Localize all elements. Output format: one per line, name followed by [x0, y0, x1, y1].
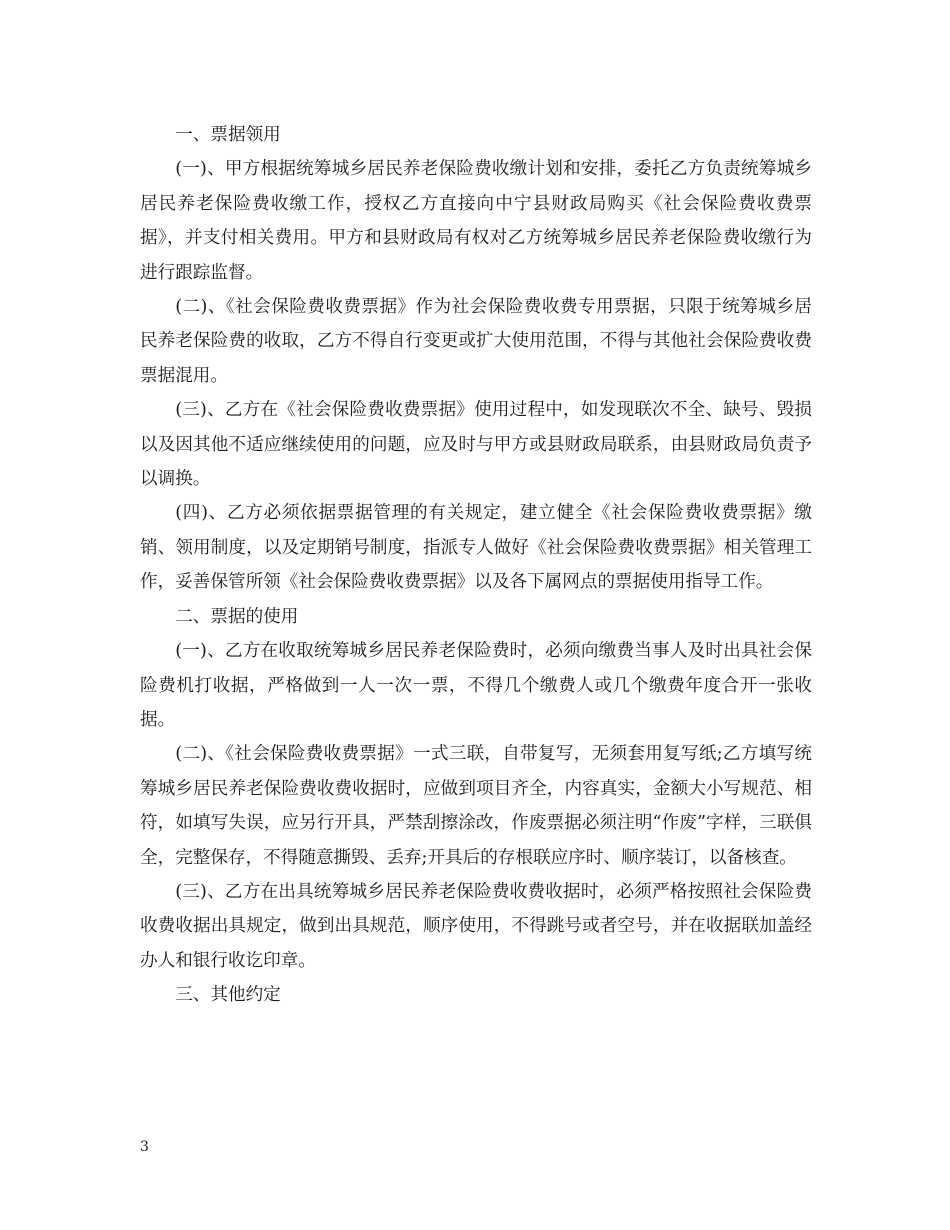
- section-heading-1: 一、票据领用: [175, 125, 281, 145]
- paragraph-2-1: (一)、乙方在收取统筹城乡居民养老保险费时，必须向缴费当事人及时出具社会保险费机打收据，严格做到一人一次一票，不得几个缴费人或几个缴费年度合开一张收据。: [140, 641, 812, 730]
- section-heading-3: 三、其他约定: [175, 985, 281, 1006]
- paragraph-2-2: (二)、《社会保险费收费票据》一式三联，自带复写，无须套用复写纸;乙方填写统筹城乡居民养老保险费收费收据时，应做到项目齐全，内容真实，金额大小写规范、相符，如填写失误，应另行开具，严禁刮擦涂改，作废票据必须注明“作废”字样，三联俱全，完整保存，不得随意撕毁、丢弃;开具后的存根联应序时、顺序装订，以备核查。: [140, 744, 812, 868]
- paragraph-1-4: (四)、乙方必须依据票据管理的有关规定，建立健全《社会保险费收费票据》缴销、领用制度，以及定期销号制度，指派专人做好《社会保险费收费票据》相关管理工作，妥善保管所领《社会保险费收费票据》以及各下属网点的票据使用指导工作。: [140, 503, 812, 593]
- paragraph-2-3: (三)、乙方在出具统筹城乡居民养老保险费收费收据时，必须严格按照社会保险费收费收据出具规定，做到出具规范，顺序使用，不得跳号或者空号，并在收据联加盖经办人和银行收讫印章。: [140, 881, 812, 971]
- document-body: [140, 118, 812, 1013]
- paragraph-1-3: (三)、乙方在《社会保险费收费票据》使用过程中，如发现联次不全、缺号、毁损以及因其他不适应继续使用的问题，应及时与甲方或县财政局联系，由县财政局负责予以调换。: [140, 400, 812, 490]
- section-heading-2: 二、票据的使用: [175, 606, 299, 627]
- paragraph-1-1: (一)、甲方根据统筹城乡居民养老保险费收缴计划和安排，委托乙方负责统筹城乡居民养老保险费收缴工作，授权乙方直接向中宁县财政局购买《社会保险费收费票据》，并支付相关费用。甲方和县财政局有权对乙方统筹城乡居民养老保险费收缴行为进行跟踪监督。: [140, 159, 812, 283]
- paragraph-1-2: (二)、《社会保险费收费票据》作为社会保险费收费专用票据，只限于统筹城乡居民养老保险费的收取，乙方不得自行变更或扩大使用范围，不得与其他社会保险费收费票据混用。: [140, 297, 812, 386]
- page-number: 3: [140, 1139, 149, 1155]
